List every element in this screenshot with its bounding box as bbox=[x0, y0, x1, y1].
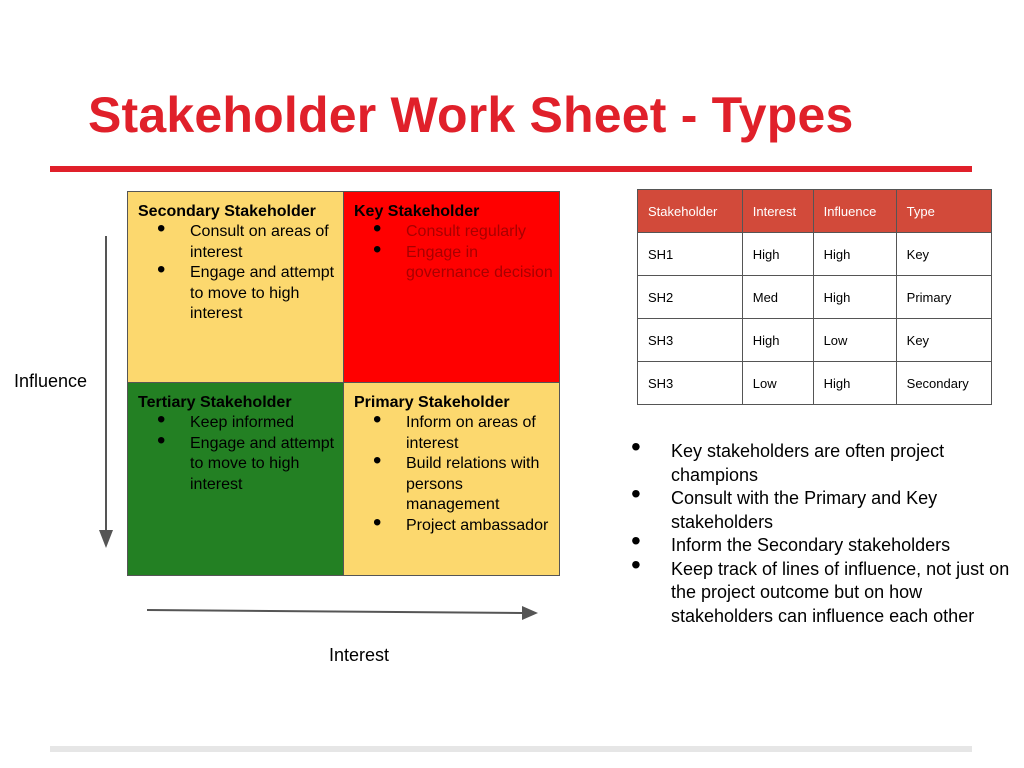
table-row bbox=[638, 276, 992, 319]
notes-list bbox=[627, 440, 1012, 628]
table-cell: SH1 bbox=[638, 233, 743, 276]
quadrant-title: Secondary Stakeholder bbox=[138, 203, 316, 220]
list-item: • Keep track of lines of influence, not just on the project outcome but on how stakeholders can influence each other bbox=[627, 558, 1012, 629]
quadrant-tertiary-stakeholder bbox=[127, 382, 344, 576]
footer-divider bbox=[50, 746, 972, 752]
table-cell: High bbox=[813, 233, 896, 276]
list-item: • Engage in governance decision bbox=[354, 243, 553, 284]
quadrant-list bbox=[138, 413, 337, 495]
table-cell: Key bbox=[896, 319, 991, 362]
influence-arrow-icon bbox=[99, 236, 113, 548]
list-item: • Engage and attempt to move to high interest bbox=[138, 434, 337, 496]
column-header-stakeholder: Stakeholder bbox=[638, 190, 743, 233]
table-row bbox=[638, 233, 992, 276]
column-header-interest: Interest bbox=[742, 190, 813, 233]
quadrant-list bbox=[354, 222, 553, 284]
quadrant-primary-stakeholder bbox=[343, 382, 560, 576]
table-cell: SH3 bbox=[638, 362, 743, 405]
slide-title: Stakeholder Work Sheet - Types bbox=[88, 87, 854, 143]
quadrant-title: Key Stakeholder bbox=[354, 203, 480, 220]
influence-axis-label: Influence bbox=[14, 371, 88, 391]
list-item: • Inform the Secondary stakeholders bbox=[627, 534, 1012, 558]
table-cell: High bbox=[813, 362, 896, 405]
table-row bbox=[638, 362, 992, 405]
quadrant-title: Primary Stakeholder bbox=[354, 394, 510, 411]
table-header-row bbox=[638, 190, 992, 233]
table-cell: High bbox=[742, 319, 813, 362]
quadrant-secondary-stakeholder bbox=[127, 191, 344, 383]
list-item: • Inform on areas of interest bbox=[354, 413, 553, 454]
list-item: • Keep informed bbox=[138, 413, 337, 434]
table-cell: Low bbox=[742, 362, 813, 405]
table-row bbox=[638, 319, 992, 362]
list-item: • Consult on areas of interest bbox=[138, 222, 337, 263]
table-cell: Low bbox=[813, 319, 896, 362]
list-item: • Build relations with persons management bbox=[354, 454, 553, 516]
table-cell: High bbox=[742, 233, 813, 276]
quadrant-title: Tertiary Stakeholder bbox=[138, 394, 292, 411]
column-header-influence: Influence bbox=[813, 190, 896, 233]
table-cell: SH2 bbox=[638, 276, 743, 319]
column-header-type: Type bbox=[896, 190, 991, 233]
table-cell: High bbox=[813, 276, 896, 319]
list-item: • Project ambassador bbox=[354, 516, 553, 537]
list-item: • Key stakeholders are often project champions bbox=[627, 440, 1012, 487]
stakeholder-table bbox=[637, 189, 992, 405]
quadrant-list bbox=[354, 413, 553, 536]
table-cell: SH3 bbox=[638, 319, 743, 362]
table-cell: Key bbox=[896, 233, 991, 276]
list-item: • Consult with the Primary and Key stakeholders bbox=[627, 487, 1012, 534]
quadrant-key-stakeholder bbox=[343, 191, 560, 383]
title-underline bbox=[50, 166, 972, 172]
list-item: • Consult regularly bbox=[354, 222, 553, 243]
interest-axis-label: Interest bbox=[329, 645, 390, 665]
table-cell: Secondary bbox=[896, 362, 991, 405]
quadrant-list bbox=[138, 222, 337, 325]
table-cell: Primary bbox=[896, 276, 991, 319]
list-item: • Engage and attempt to move to high interest bbox=[138, 263, 337, 325]
interest-arrow-icon bbox=[147, 606, 538, 620]
table-cell: Med bbox=[742, 276, 813, 319]
